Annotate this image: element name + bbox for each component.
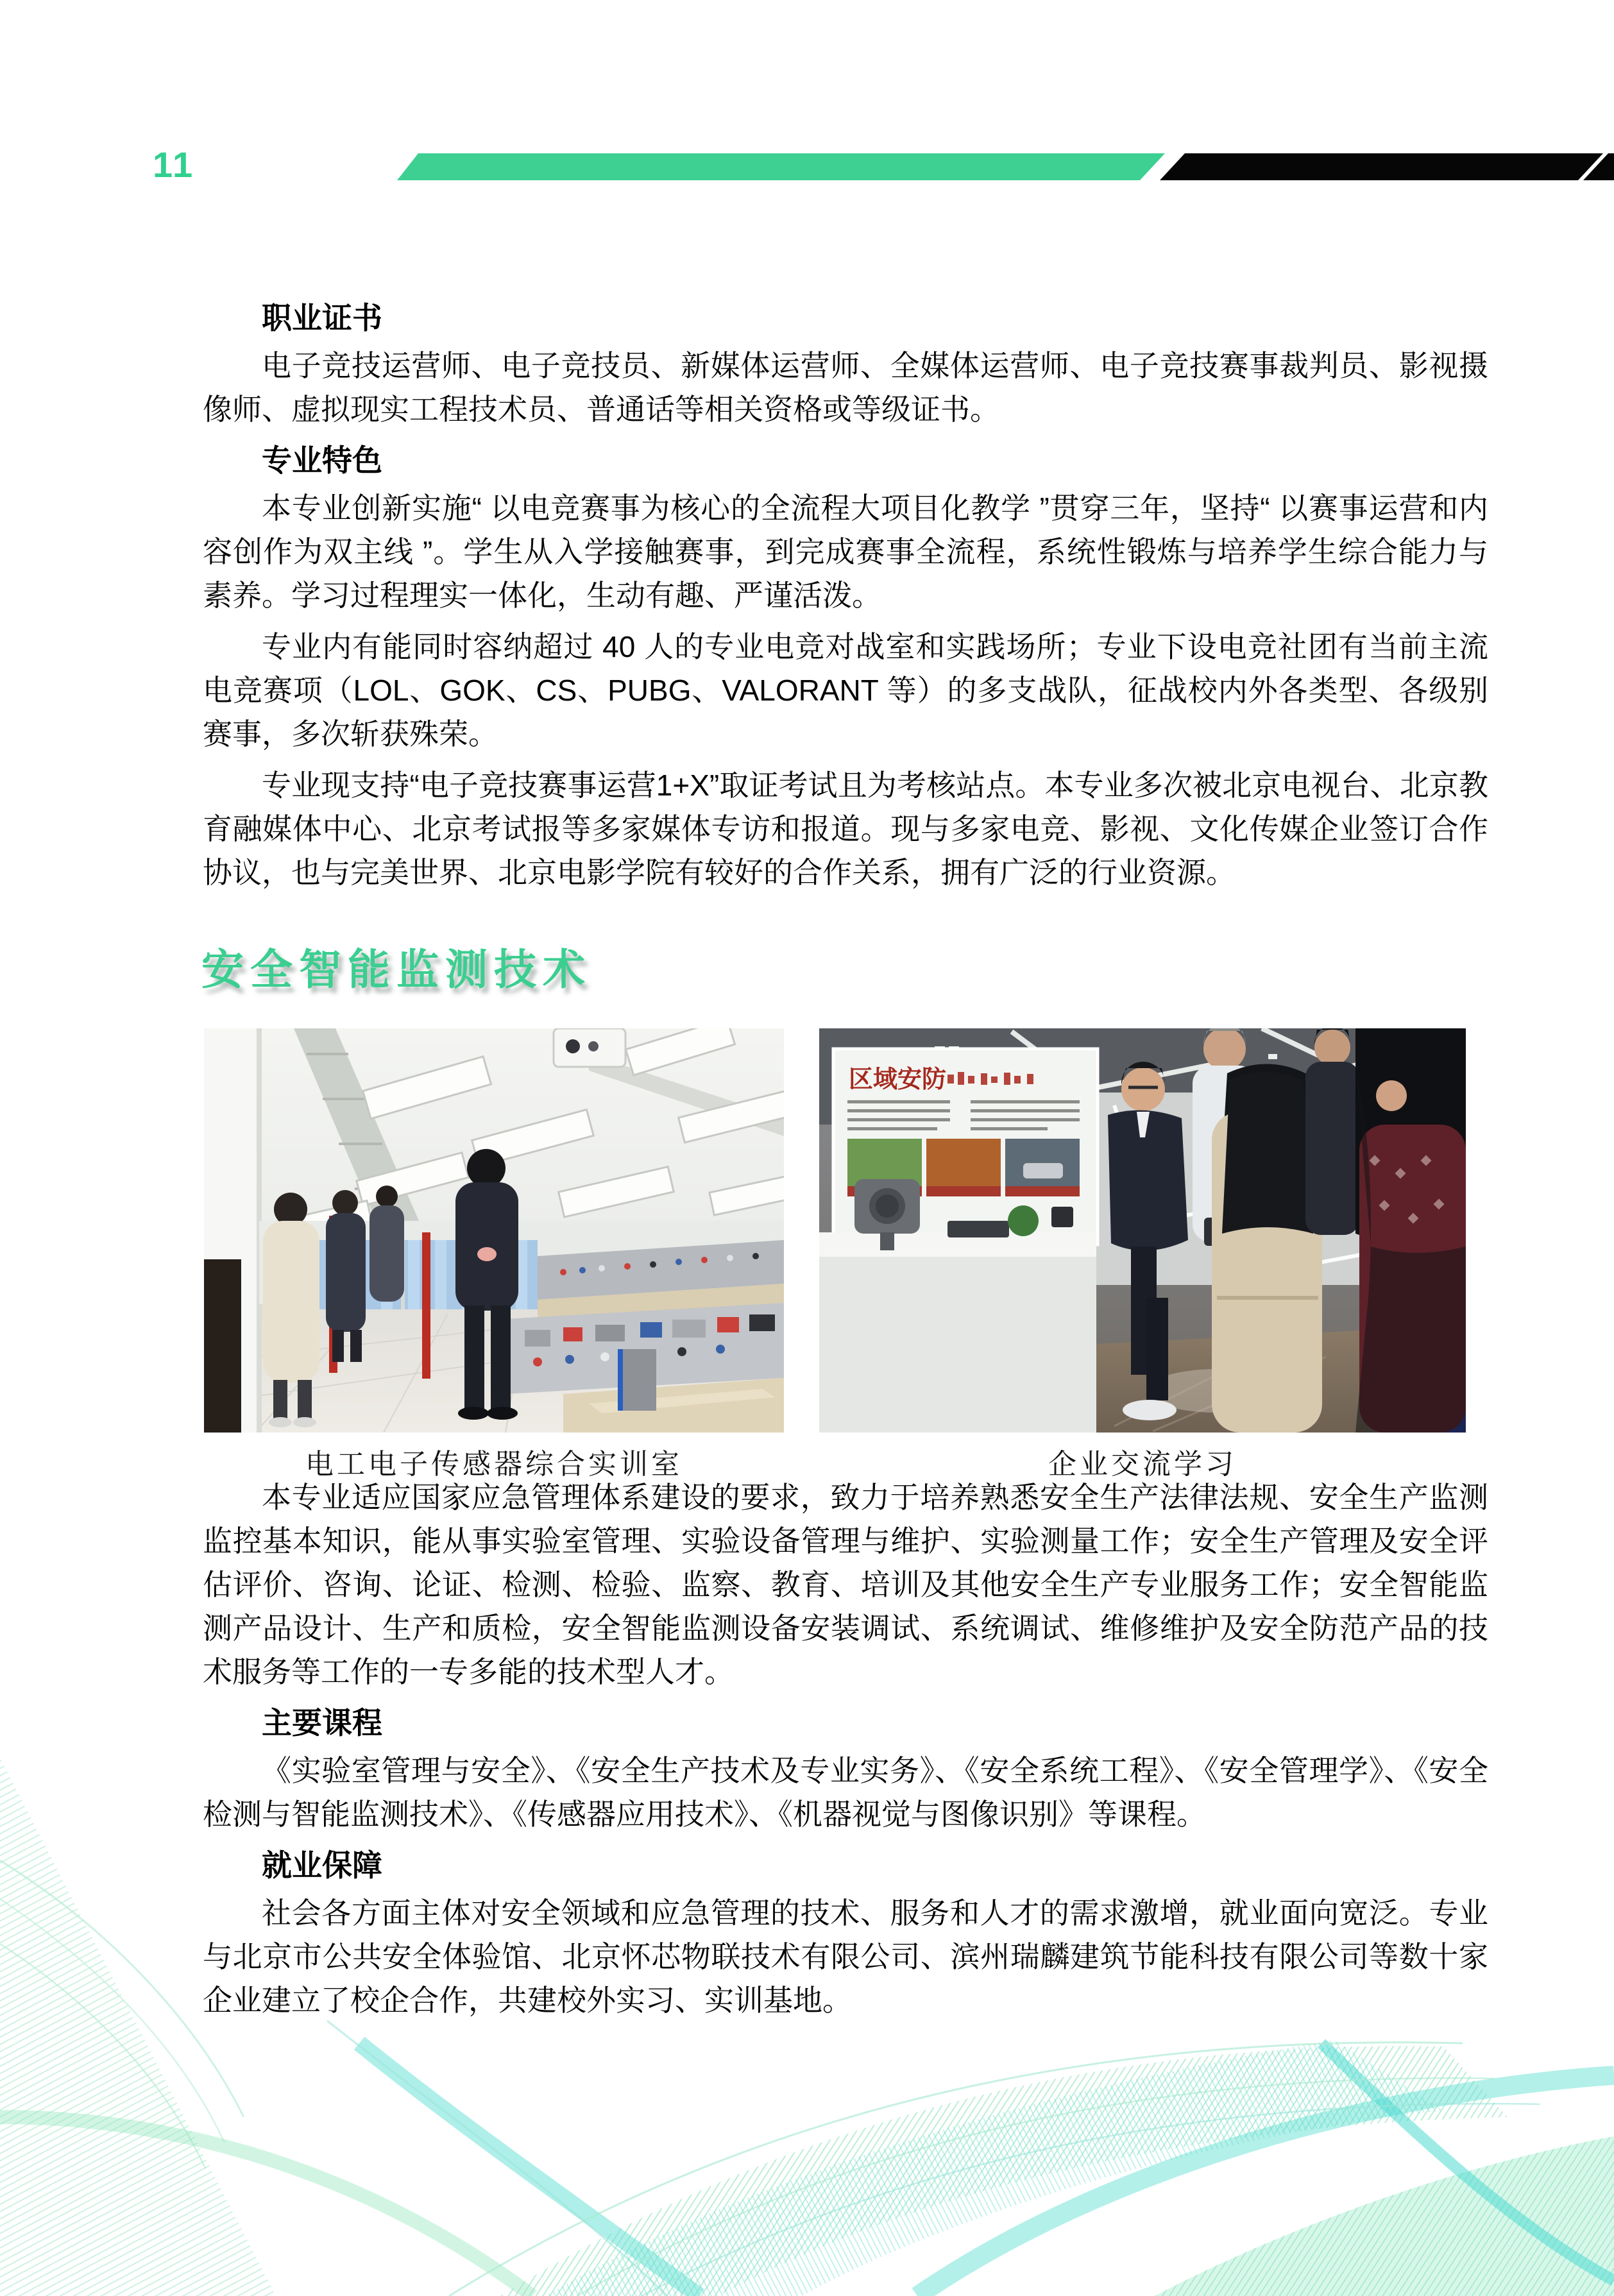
region-security-title: 区域安防 [849,1066,947,1093]
demo-camera [1051,1207,1073,1227]
keyboard [947,1221,1009,1237]
header-band-green [397,153,1165,180]
left-wall-pillar [204,1028,262,1433]
major-title-safety-tech: 安全智能监测技术 [201,947,591,994]
safety-intro-paragraph: 本专业适应国家应急管理体系建设的要求，致力于培养熟悉安全生产法律法规、安全生产监测监控基本知识，能从事实验室管理、实验设备管理与维护、实验测量工作；安全生产管理及安全评估评价、咨询、论证、检测、检验、监察、教育、培训及其他安全生产专业服务工作；安全智能监测产品设计、生产和质检，安全智能监测设备安装调试、系统调试、维修维护及安全防范产品的技术服务等工作的一专多能的技术型人才。 [203,1481,1488,1688]
certificates-paragraph: 电子竞技运营师、电子竞技员、新媒体运营师、全媒体运营师、电子竞技赛事裁判员、影视摄像师、虚拟现实工程技术员、普通话等相关资格或等级证书。 [203,349,1488,426]
photo-training-room [204,1028,784,1433]
page-number: 11 [153,144,195,185]
esports-text-block [203,289,1488,902]
woman-red-sweater [1355,1028,1466,1433]
visiting-group [1108,1028,1466,1433]
features-paragraph-3: 专业现支持“电子竞技赛事运营1+X”取证考试且为考核站点。本专业多次被北京电视台、北京教育融媒体中心、北京考试报等多家媒体专访和报道。现与多家电竞、影视、文化传媒企业签订合作协议，也与完美世界、北京电影学院有较好的合作关系，拥有广泛的行业资源。 [203,769,1488,889]
employment-paragraph: 社会各方面主体对安全领域和应急管理的技术、服务和人才的需求激增，就业面向宽泛。专业与北京市公共安全体验馆、北京怀芯物联技术有限公司、滨州瑞麟建筑节能科技有限公司等数十家企业建立了校企合作，共建校外实习、实训基地。 [203,1896,1488,2017]
projector [554,1028,625,1067]
doorway [204,1259,241,1433]
photo-company-visit [819,1028,1466,1433]
caption-company-visit: 企业交流学习 [1048,1449,1237,1480]
section-heading-certificates: 职业证书 [262,301,382,335]
section-heading-employment: 就业保障 [262,1848,382,1882]
courses-paragraph: 《实验室管理与安全》、《安全生产技术及专业实务》、《安全系统工程》、《安全管理学》、《安全检测与智能监测技术》、《传感器应用技术》、《机器视觉与图像识别》等课程。 [203,1754,1488,1831]
features-paragraph-2: 专业内有能同时容纳超过 40 人的专业电竞对战室和实践场所；专业下设电竞社团有当前主流电竞赛项（LOL、GOK、CS、PUBG、VALORANT 等）的多支战队，征战校内外各类型、各级别赛事，多次斩获殊荣。 [203,630,1488,751]
training-room-scene [204,1028,784,1433]
header-band-black [1160,153,1603,180]
section-heading-features: 专业特色 [262,443,382,477]
caption-training-room: 电工电子传感器综合实训室 [305,1449,683,1480]
exhibition-scene [819,1028,1466,1433]
bench-cabinet [618,1349,656,1411]
safety-text-block [203,1475,1488,2030]
features-paragraph-1: 本专业创新实施“ 以电竞赛事为核心的全流程大项目化教学 ”贯穿三年，坚持“ 以赛事运营和内容创作为双主线 ”。学生从入学接触赛事，到完成赛事全流程，系统性锻炼与培养学生综合能力与素养。学习过程理实一体化，生动有趣、严谨活泼。 [203,491,1488,612]
circuit-board-disc [1008,1205,1039,1236]
section-heading-courses: 主要课程 [262,1706,382,1740]
